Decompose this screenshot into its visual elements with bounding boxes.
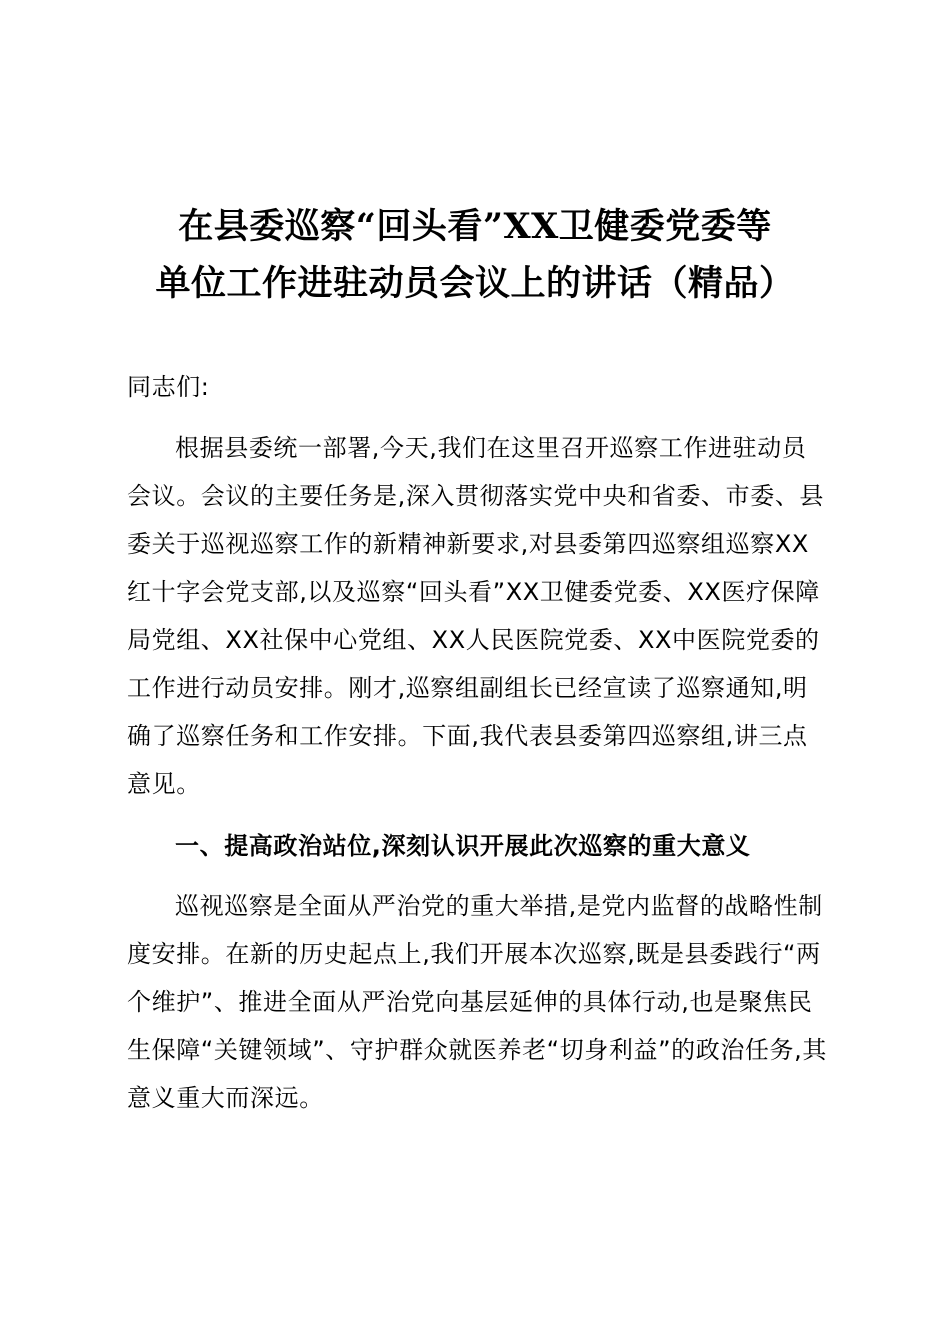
paragraph-section-1: 巡视巡察是全面从严治党的重大举措,是党内监督的战略性制度安排。在新的历史起点上,我们开展本次巡察,既是县委践行“两个维护”、推进全面从严治党向基层延伸的具体行动,也是聚焦民生保障“关键领域”、守护群众就医养老“切身利益”的政治任务,其意义重大而深远。 (127, 892, 827, 1112)
document-body (127, 363, 827, 1136)
section-heading-1: 一、提高政治站位,深刻认识开展此次巡察的重大意义 (175, 832, 751, 860)
paragraph-intro: 根据县委统一部署,今天,我们在这里召开巡察工作进驻动员会议。会议的主要任务是,深入贯彻落实党中央和省委、市委、县委关于巡视巡察工作的新精神新要求,对县委第四巡察组巡察XX红十字会党支部,以及巡察“回头看”XX卫健委党委、XX医疗保障局党组、XX社保中心党组、XX人民医院党委、XX中医院党委的工作进行动员安排。刚才,巡察组副组长已经宣读了巡察通知,明确了巡察任务和工作安排。下面,我代表县委第四巡察组,讲三点意见。 (127, 434, 825, 798)
title-line-1: 在县委巡察“回头看”XX卫健委党委等 (178, 206, 772, 247)
greeting: 同志们: (127, 373, 210, 401)
document-title (110, 198, 840, 312)
title-line-2: 单位工作进驻动员会议上的讲话（精品） (155, 263, 795, 304)
